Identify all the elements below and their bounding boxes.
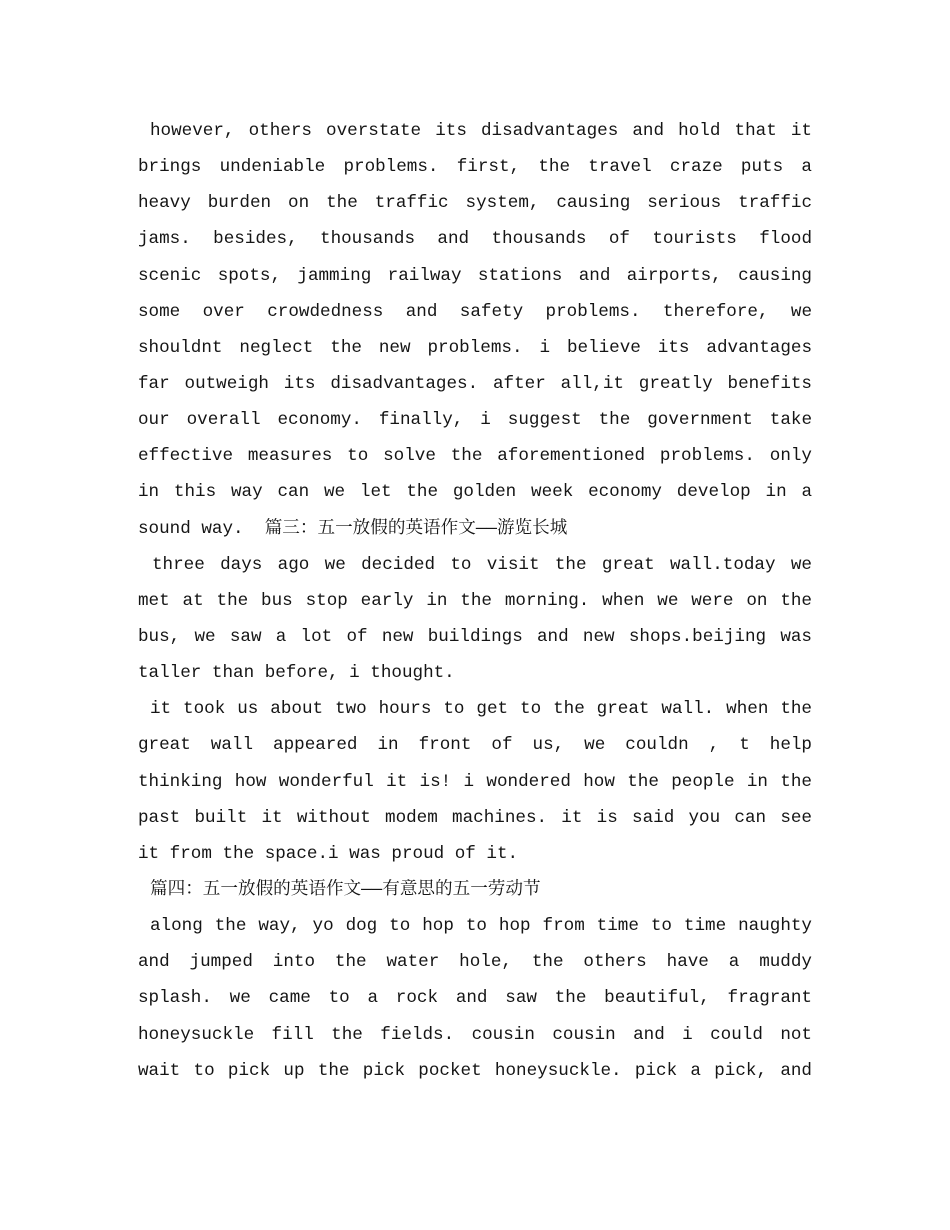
- text-line: past built it without modem machines. it is said you can see: [138, 807, 812, 828]
- text-line: and jumped into the water hole, the others have a muddy: [138, 952, 812, 973]
- text-line: far outweigh its disadvantages. after all,it greatly benefits: [138, 373, 812, 394]
- text-line: along the way, yo dog to hop to hop from time to time naughty: [150, 916, 812, 937]
- text-line: heavy burden on the traffic system, causing serious traffic: [138, 193, 812, 214]
- text-line: scenic spots, jamming railway stations and airports, causing: [138, 265, 812, 286]
- text-line: shouldnt neglect the new problems. i believe its advantages: [138, 337, 812, 358]
- text-line: honeysuckle fill the fields. cousin cousin and i could not: [138, 1024, 812, 1045]
- text-line: taller than before, i thought.: [138, 663, 455, 684]
- text-line: it from the space.i was proud of it.: [138, 843, 519, 864]
- text-line: thinking how wonderful it is! i wondered how the people in the: [138, 771, 812, 792]
- text-line: great wall appeared in front of us, we couldn , t help: [138, 735, 812, 756]
- section-heading-line: sound way. 篇三：五一放假的英语作文——游览长城: [138, 518, 568, 539]
- text-line: brings undeniable problems. first, the travel craze puts a: [138, 157, 812, 178]
- text-line: splash. we came to a rock and saw the beautiful, fragrant: [138, 988, 812, 1009]
- section-heading: 篇四：五一放假的英语作文——有意思的五一劳动节: [150, 879, 541, 900]
- text-line: bus, we saw a lot of new buildings and new shops.beijing was: [138, 626, 812, 647]
- text-line: in this way can we let the golden week economy develop in a: [138, 482, 812, 503]
- text-line: wait to pick up the pick pocket honeysuckle. pick a pick, and: [138, 1060, 812, 1081]
- text-line: three days ago we decided to visit the great wall.today we: [152, 554, 812, 575]
- text-line: some over crowdedness and safety problems. therefore, we: [138, 301, 812, 322]
- text-line: effective measures to solve the aforementioned problems. only: [138, 446, 812, 467]
- text-line: our overall economy. finally, i suggest the government take: [138, 410, 812, 431]
- text-line: jams. besides, thousands and thousands of tourists flood: [138, 229, 812, 250]
- text-line: met at the bus stop early in the morning. when we were on the: [138, 590, 812, 611]
- document-body: [138, 113, 812, 1089]
- text-line: it took us about two hours to get to the great wall. when the: [150, 699, 812, 720]
- text-line: however, others overstate its disadvantages and hold that it: [150, 121, 812, 141]
